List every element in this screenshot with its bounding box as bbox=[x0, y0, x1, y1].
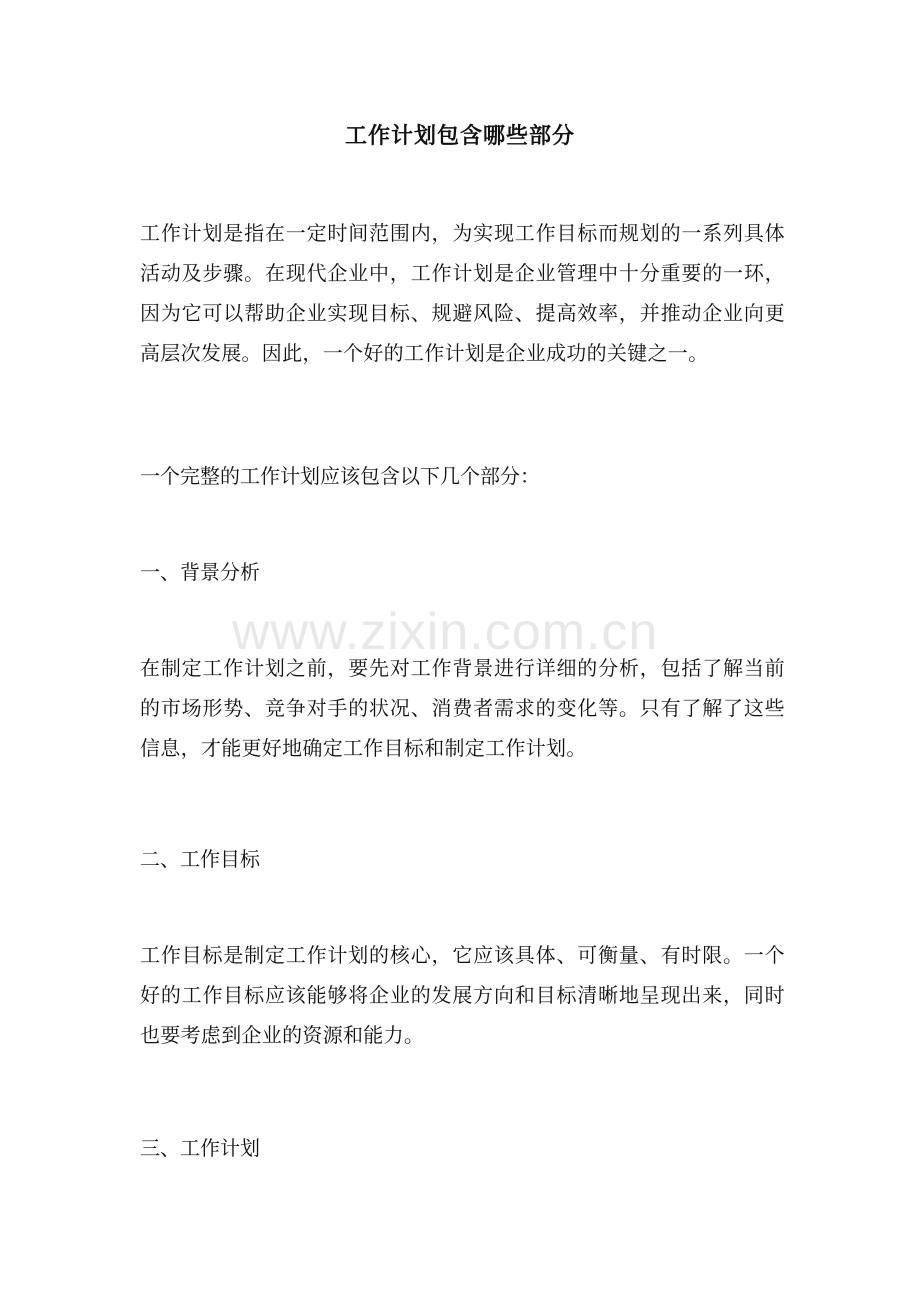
intro-paragraph: 工作计划是指在一定时间范围内，为实现工作目标而规划的一系列具体活动及步骤。在现代企业中，工作计划是企业管理中十分重要的一环，因为它可以帮助企业实现目标、规避风险、提高效率，并推动企业向更高层次发展。因此，一个好的工作计划是企业成功的关键之一。 bbox=[140, 221, 785, 365]
watermark: www.zixin.com.cn bbox=[232, 603, 659, 661]
lead-sentence: 一个完整的工作计划应该包含以下几个部分： bbox=[140, 464, 540, 488]
section-heading-plan: 三、工作计划 bbox=[140, 1136, 260, 1160]
section-body-goals: 工作目标是制定工作计划的核心，它应该具体、可衡量、有时限。一个好的工作目标应该能够将企业的发展方向和目标清晰地呈现出来，同时也要考虑到企业的资源和能力。 bbox=[140, 943, 785, 1047]
document-title: 工作计划包含哪些部分 bbox=[344, 123, 575, 149]
section-body-background: 在制定工作计划之前，要先对工作背景进行详细的分析，包括了解当前的市场形势、竞争对手的状况、消费者需求的变化等。只有了解了这些信息，才能更好地确定工作目标和制定工作计划。 bbox=[140, 656, 785, 760]
section-heading-background: 一、背景分析 bbox=[140, 560, 260, 584]
section-heading-goals: 二、工作目标 bbox=[140, 847, 260, 871]
